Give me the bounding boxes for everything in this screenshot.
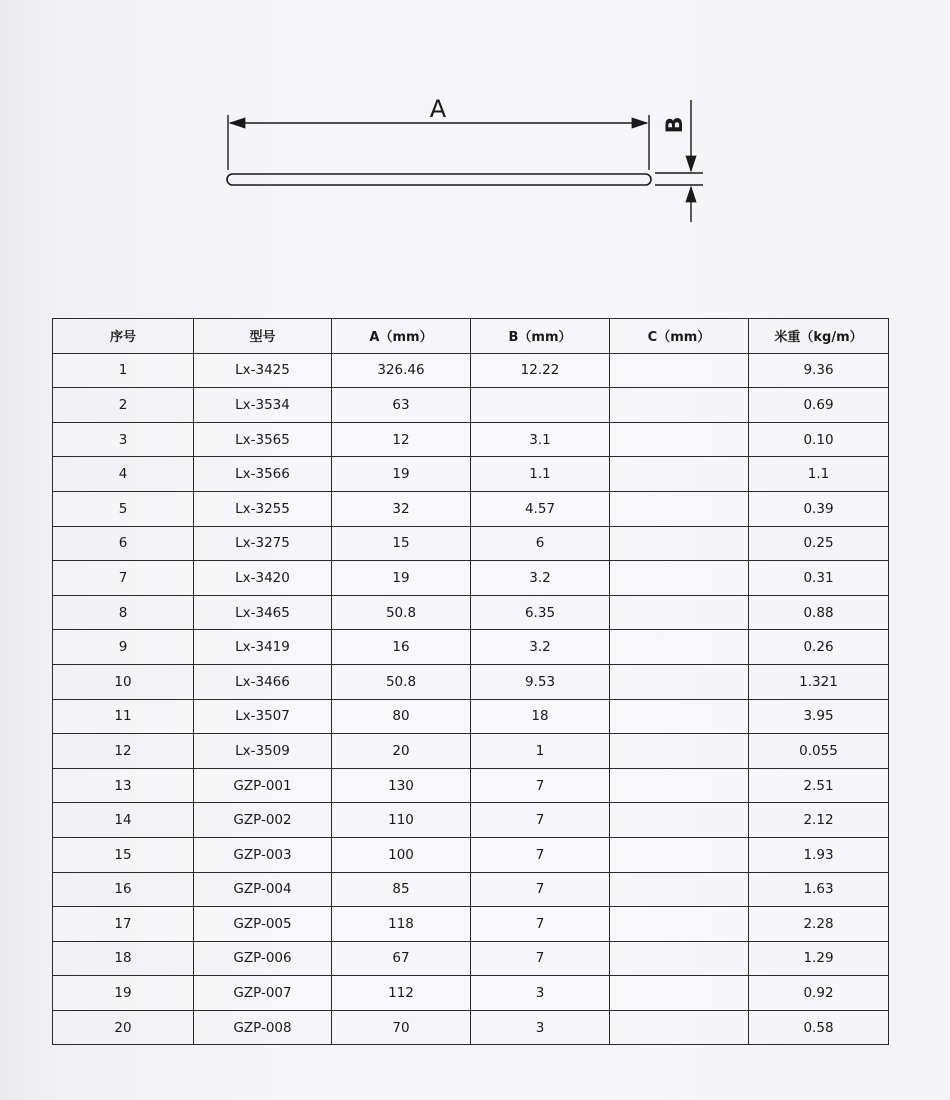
cell-index: 18: [53, 941, 194, 976]
cell-a: 110: [332, 803, 471, 838]
cell-weight: 0.26: [749, 630, 889, 665]
spec-table: [52, 318, 889, 1045]
cell-weight: 2.51: [749, 768, 889, 803]
cell-index: 17: [53, 907, 194, 942]
cell-b: 7: [471, 872, 610, 907]
cell-c: [610, 907, 749, 942]
cell-index: 13: [53, 768, 194, 803]
table-row: [53, 664, 889, 699]
dim-b-label: B: [663, 116, 688, 134]
cell-weight: 0.39: [749, 491, 889, 526]
cell-b: [471, 388, 610, 423]
cell-model: Lx-3507: [194, 699, 332, 734]
cell-c: [610, 526, 749, 561]
cell-index: 8: [53, 595, 194, 630]
cell-weight: 0.055: [749, 734, 889, 769]
cell-a: 67: [332, 941, 471, 976]
table-row: [53, 388, 889, 423]
cell-model: Lx-3565: [194, 422, 332, 457]
dim-a-label: A: [429, 95, 447, 123]
table-row: [53, 976, 889, 1011]
cell-b: 7: [471, 941, 610, 976]
cell-model: GZP-008: [194, 1010, 332, 1045]
cell-model: Lx-3465: [194, 595, 332, 630]
table-row: [53, 734, 889, 769]
table-row: [53, 699, 889, 734]
cell-model: Lx-3420: [194, 561, 332, 596]
cell-index: 3: [53, 422, 194, 457]
cell-model: Lx-3566: [194, 457, 332, 492]
col-weight-header: 米重（kg/m）: [749, 319, 889, 354]
cell-c: [610, 664, 749, 699]
cell-weight: 0.92: [749, 976, 889, 1011]
cell-c: [610, 1010, 749, 1045]
cell-b: 6: [471, 526, 610, 561]
table-row: [53, 422, 889, 457]
cell-index: 1: [53, 353, 194, 388]
cell-index: 14: [53, 803, 194, 838]
table-header-row: [53, 319, 889, 354]
cell-index: 4: [53, 457, 194, 492]
cell-model: Lx-3255: [194, 491, 332, 526]
cell-weight: 1.93: [749, 837, 889, 872]
cell-model: Lx-3419: [194, 630, 332, 665]
cell-index: 2: [53, 388, 194, 423]
cell-a: 100: [332, 837, 471, 872]
cell-index: 16: [53, 872, 194, 907]
cell-model: GZP-007: [194, 976, 332, 1011]
cell-a: 20: [332, 734, 471, 769]
cell-model: Lx-3534: [194, 388, 332, 423]
col-a-header: A（mm）: [332, 319, 471, 354]
cell-b: 1.1: [471, 457, 610, 492]
cell-b: 9.53: [471, 664, 610, 699]
cell-weight: 9.36: [749, 353, 889, 388]
cell-b: 7: [471, 837, 610, 872]
cell-weight: 1.63: [749, 872, 889, 907]
cell-model: GZP-001: [194, 768, 332, 803]
cell-b: 7: [471, 768, 610, 803]
table-row: [53, 526, 889, 561]
cell-index: 7: [53, 561, 194, 596]
cell-b: 3: [471, 976, 610, 1011]
cell-c: [610, 837, 749, 872]
cell-weight: 1.1: [749, 457, 889, 492]
cell-b: 7: [471, 803, 610, 838]
table-row: [53, 353, 889, 388]
cell-model: GZP-005: [194, 907, 332, 942]
cell-c: [610, 976, 749, 1011]
cell-weight: 0.25: [749, 526, 889, 561]
cell-a: 15: [332, 526, 471, 561]
col-b-header: B（mm）: [471, 319, 610, 354]
cell-weight: 0.88: [749, 595, 889, 630]
cell-b: 3.1: [471, 422, 610, 457]
cell-a: 70: [332, 1010, 471, 1045]
cell-index: 19: [53, 976, 194, 1011]
cell-c: [610, 491, 749, 526]
cell-a: 16: [332, 630, 471, 665]
cell-a: 50.8: [332, 595, 471, 630]
cell-weight: 1.321: [749, 664, 889, 699]
cell-index: 12: [53, 734, 194, 769]
cell-c: [610, 561, 749, 596]
cell-c: [610, 699, 749, 734]
cell-model: GZP-002: [194, 803, 332, 838]
cell-c: [610, 872, 749, 907]
table-row: [53, 491, 889, 526]
cell-model: Lx-3509: [194, 734, 332, 769]
table-row: [53, 595, 889, 630]
cell-c: [610, 941, 749, 976]
cell-weight: 0.69: [749, 388, 889, 423]
cell-index: 11: [53, 699, 194, 734]
table-row: [53, 457, 889, 492]
cell-c: [610, 734, 749, 769]
table-row: [53, 907, 889, 942]
flat-bar-profile: [227, 174, 651, 185]
cell-model: Lx-3466: [194, 664, 332, 699]
cell-c: [610, 457, 749, 492]
table-row: [53, 630, 889, 665]
col-index-header: 序号: [53, 319, 194, 354]
table-row: [53, 561, 889, 596]
cell-weight: 2.12: [749, 803, 889, 838]
table-row: [53, 1010, 889, 1045]
cell-index: 20: [53, 1010, 194, 1045]
table-row: [53, 941, 889, 976]
cell-c: [610, 422, 749, 457]
cell-b: 3.2: [471, 561, 610, 596]
cell-b: 12.22: [471, 353, 610, 388]
cell-a: 50.8: [332, 664, 471, 699]
cell-b: 4.57: [471, 491, 610, 526]
cell-c: [610, 353, 749, 388]
cell-model: Lx-3275: [194, 526, 332, 561]
cell-b: 18: [471, 699, 610, 734]
cell-weight: 0.31: [749, 561, 889, 596]
cell-c: [610, 768, 749, 803]
cell-index: 6: [53, 526, 194, 561]
cell-weight: 2.28: [749, 907, 889, 942]
cell-index: 5: [53, 491, 194, 526]
cell-model: Lx-3425: [194, 353, 332, 388]
cell-weight: 3.95: [749, 699, 889, 734]
cell-index: 15: [53, 837, 194, 872]
cell-model: GZP-003: [194, 837, 332, 872]
cell-index: 9: [53, 630, 194, 665]
cell-index: 10: [53, 664, 194, 699]
cell-weight: 0.10: [749, 422, 889, 457]
cell-c: [610, 595, 749, 630]
cell-c: [610, 803, 749, 838]
cell-a: 12: [332, 422, 471, 457]
cell-c: [610, 388, 749, 423]
cell-b: 3: [471, 1010, 610, 1045]
cell-weight: 0.58: [749, 1010, 889, 1045]
cell-b: 1: [471, 734, 610, 769]
col-model-header: 型号: [194, 319, 332, 354]
cell-a: 85: [332, 872, 471, 907]
cell-a: 19: [332, 457, 471, 492]
cell-a: 63: [332, 388, 471, 423]
cell-b: 6.35: [471, 595, 610, 630]
table-row: [53, 837, 889, 872]
cell-model: GZP-004: [194, 872, 332, 907]
profile-dimension-diagram: [0, 0, 950, 300]
cell-a: 32: [332, 491, 471, 526]
cell-weight: 1.29: [749, 941, 889, 976]
cell-c: [610, 630, 749, 665]
table-row: [53, 768, 889, 803]
col-c-header: C（mm）: [610, 319, 749, 354]
cell-a: 326.46: [332, 353, 471, 388]
table-row: [53, 803, 889, 838]
cell-a: 112: [332, 976, 471, 1011]
cell-b: 3.2: [471, 630, 610, 665]
cell-a: 80: [332, 699, 471, 734]
table-row: [53, 872, 889, 907]
cell-b: 7: [471, 907, 610, 942]
cell-a: 118: [332, 907, 471, 942]
table-body: [53, 353, 889, 1045]
cell-a: 19: [332, 561, 471, 596]
cell-model: GZP-006: [194, 941, 332, 976]
cell-a: 130: [332, 768, 471, 803]
